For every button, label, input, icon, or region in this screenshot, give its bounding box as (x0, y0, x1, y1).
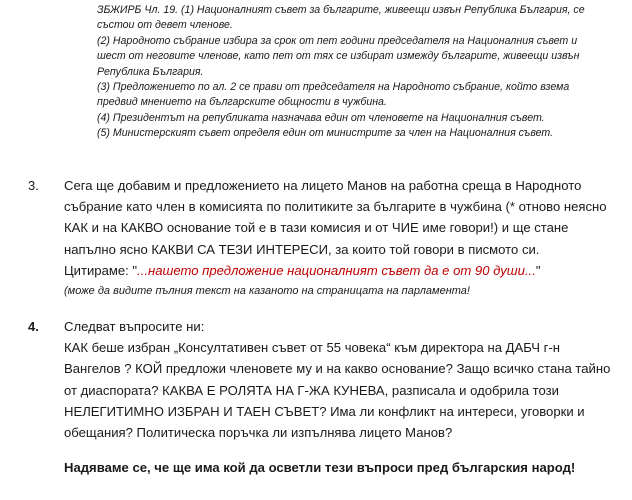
item-4-heading: Следват въпросите ни: (64, 319, 205, 334)
red-quote-text: ...нашето предложение националният съвет да е от 90 души... (137, 262, 536, 278)
item-3-quote (64, 260, 614, 281)
item-3-body: Сега ще добавим и предложението на лицето Манов на работна среща в Народното събрание като член в комисията по политиките за българите в чужбина (* отново неясно КАК и на КАКВО основание той е в тази комисия и от ЧИЕ име говори!) и ще стане напълно ясно КАКВИ СА ТЕЗИ ИНТЕРЕСИ, за които той говори в писмото си. (64, 178, 607, 257)
quote-suffix: " (535, 262, 541, 278)
item-3-note: (може да видите пълния текст на казаното на страницата на парламента! (64, 285, 470, 298)
closing-statement: Надяваме се, че ще има кой да осветли тези въпроси пред българския народ! (64, 460, 576, 475)
quote-prefix: Цитираме: " (64, 262, 138, 278)
list-item-number: 4. (28, 319, 39, 334)
law-quote-line-5: (5) Министерският съвет определя един от министрите за член на Националния съвет. (97, 127, 554, 140)
law-quote-line-3: (3) Предложението по ал. 2 се прави от председателя на Народното събрание, който взема предвид мнението на българските общности в чужбина. (97, 81, 570, 109)
law-quote-line-4: (4) Президентът на републиката назначава един от членовете на Националния съвет. (97, 111, 545, 124)
law-quote-block (97, 3, 607, 142)
list-item-number: 3. (28, 178, 39, 193)
item-4-body: КАК беше избран „Консултативен съвет от 55 човека“ към директора на ДАБЧ г-н Вангелов ? КОЙ предложи членовете му и на какво основание? Защо всичко стана тайно от диаспората? КАКВА Е РОЛЯТА НА Г-ЖА КУНЕВА, разписала и одобрила този НЕЛЕГИТИМНО ИЗБРАН И ТАЕН СЪВЕТ? Има ли конфликт на интереси, уговорки и обещания? Политическа поръчка ли изпълнява лицето Манов? (64, 340, 611, 441)
law-quote-line-2: (2) Народното събрание избира за срок от пет години председателя на Националния съвет и шест от неговите членове, като пет от тях се избират измежду българите, живеещи извън Република България. (97, 34, 580, 78)
list-item-content (64, 175, 614, 301)
list-item-content (64, 316, 614, 443)
law-quote-line-1: ЗБЖИРБ Чл. 19. (1) Националният съвет за българите, живеещи извън Република България, се състои от девет членове. (97, 4, 585, 32)
